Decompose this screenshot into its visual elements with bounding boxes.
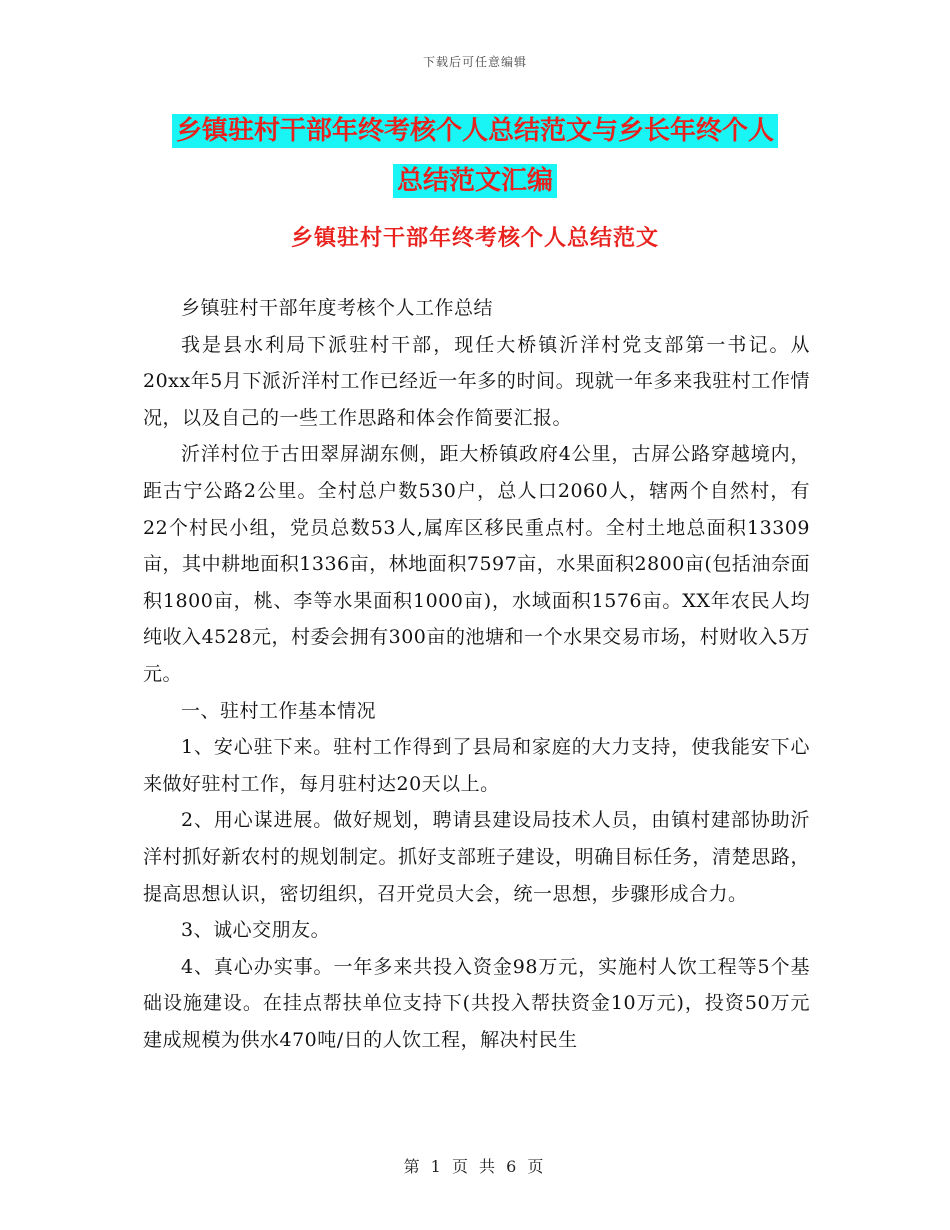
section-title: 乡镇驻村干部年终考核个人总结范文 [290, 225, 659, 251]
paragraph: 乡镇驻村干部年度考核个人工作总结 [181, 297, 494, 319]
paragraph: 2、用心谋进展。做好规划，聘请县建设局技术人员，由镇村建部协助沂洋村抓好新农村的规划制定。抓好支部班子建设，明确目标任务，清楚思路，提高思想认识，密切组织，召开党员大会，统一思想，步骤形成合力。 [143, 809, 810, 905]
paragraph: 沂洋村位于古田翠屏湖东侧，距大桥镇政府4公里，古屏公路穿越境内，距古宁公路2公里。全村总户数530户，总人口2060人，辖两个自然村，有22个村民小组，党员总数53人,属库区移民重点村。全村土地总面积13309亩，其中耕地面积1336亩，林地面积7597亩，水果面积2800亩(包括油奈面积1800亩，桃、李等水果面积1000亩)，水域面积1576亩。XX年农民人均纯收入4528元，村委会拥有300亩的池塘和一个水果交易市场，村财收入5万元。 [143, 443, 810, 685]
paragraph: 我是县水利局下派驻村干部，现任大桥镇沂洋村党支部第一书记。从20xx年5月下派沂洋村工作已经近一年多的时间。现就一年多来我驻村工作情况，以及自己的一些工作思路和体会作简要汇报。 [143, 333, 810, 429]
document-body [143, 290, 810, 1058]
paragraph: 一、驻村工作基本情况 [181, 699, 377, 722]
page-header: 下载后可任意编辑 [422, 55, 527, 69]
document-title-line-1: 乡镇驻村干部年终考核个人总结范文与乡长年终个人 [172, 114, 778, 148]
document-title [0, 106, 950, 206]
paragraph: 1、安心驻下来。驻村工作得到了县局和家庭的大力支持，使我能安下心来做好驻村工作，每月驻村达20天以上。 [143, 736, 810, 795]
document-title-line-2: 总结范文汇编 [393, 164, 557, 198]
paragraph: 3、诚心交朋友。 [181, 919, 331, 942]
page-number: 第 1 页 共 6 页 [403, 1157, 547, 1176]
paragraph: 4、真心办实事。一年多来共投入资金98万元，实施村人饮工程等5个基础设施建设。在挂点帮扶单位支持下(共投入帮扶资金10万元)，投资50万元建成规模为供水470吨/日的人饮工程，解决村民生 [143, 955, 810, 1051]
